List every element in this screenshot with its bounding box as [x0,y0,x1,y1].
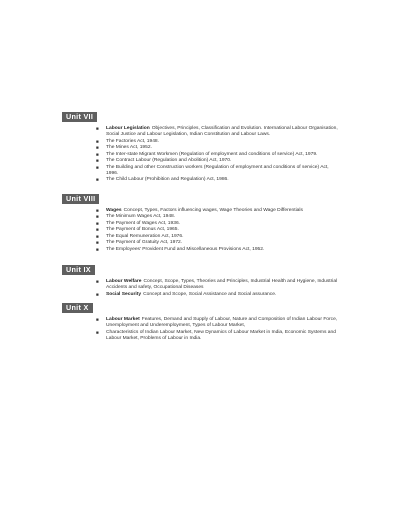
bullet-icon: ■ [96,233,99,239]
unit-badge: Unit VIII [62,194,99,204]
bullet-icon: ■ [96,240,99,246]
unit-x-section [62,297,342,342]
unit-ix-list [62,279,342,298]
unit-vii-section [62,106,342,184]
item-text: Concept and Scope, Social Assistance and Social assurance. [143,291,277,297]
item-text: The Payment of Bonus Act, 1965. [106,227,179,233]
bullet-icon: ■ [96,317,99,322]
item-text: Concept, Types, Factors influencing wages, Wage Theories and Wage Differentials [123,208,303,213]
bullet-icon: ■ [96,164,99,170]
item-text: Concept, Scope, Types, Theories and Principles, Industrial Health and Hygiene, Industrial Accidents and safety, Occupational Diseases [106,279,338,291]
unit-viii-list [62,208,342,253]
bullet-icon: ■ [96,145,99,151]
list-item [96,158,342,164]
unit-viii-section [62,188,342,253]
bullet-icon: ■ [96,291,99,297]
item-heading: Labour Market [106,317,140,322]
item-text: The Minimum Wages Act, 1948. [106,214,176,220]
bullet-icon: ■ [96,151,99,157]
list-item [96,151,342,158]
bullet-icon: ■ [96,208,99,213]
item-text: The Inter-state Migrant Workmen (Regulation of employment and conditions of service) Act, 1979. [106,151,318,157]
unit-vii-list [62,126,342,183]
item-heading: Labour Welfare [106,279,142,284]
item-text: The Building and other Construction workers (Regulation of employment and conditions of service) Act, 1996. [106,164,329,176]
item-text: The Factories Act, 1948. [106,138,160,144]
item-text: The Contract Labour (Regulation and Abolition) Act, 1970. [106,158,232,164]
list-item [96,246,342,253]
bullet-icon: ■ [96,214,99,220]
item-text: The Payment of Gratuity Act, 1972. [106,240,183,246]
bullet-icon: ■ [96,138,99,144]
item-text: Characteristics of Indian Labour Market, New Dynamics of Labour Market in India, Economic Systems and Labour Market, Problems of Labour in India. [106,329,336,341]
item-text: Features, Demand and Supply of Labour, Nature and Composition of Indian Labour Force, Unemployment and Underemployment, Types of Labour Market, [106,317,338,329]
item-heading: Wages [106,208,122,213]
bullet-icon: ■ [96,329,99,335]
bullet-icon: ■ [96,279,99,284]
list-item [96,138,342,145]
list-item [96,214,342,220]
unit-badge: Unit VII [62,112,97,122]
bullet-icon: ■ [96,227,99,233]
list-item [96,126,342,138]
item-heading: Social Security [106,291,142,297]
unit-badge: Unit IX [62,265,95,275]
bullet-icon: ■ [96,177,99,183]
item-text: The Mines Act, 1952. [106,145,152,151]
unit-x-list [62,317,342,342]
item-text: The Employees' Provident Fund and Miscellaneous Provisions Act, 1952. [106,246,265,252]
item-heading: Labour Legislation [106,126,150,131]
bullet-icon: ■ [96,220,99,226]
item-text: Objectives, Principles, Classification and Evolution. International Labour Organisation, Social Justice and Labour Legislation, Indian Constitution and Labour Laws. [106,126,338,138]
bullet-icon: ■ [96,246,99,252]
list-item [96,227,342,233]
list-item [96,329,342,342]
unit-ix-section [62,259,342,298]
list-item [96,145,342,151]
list-item [96,240,342,246]
unit-badge: Unit X [62,303,93,313]
item-text: The Payment of Wages Act, 1936. [106,220,181,226]
list-item [96,177,342,183]
bullet-icon: ■ [96,126,99,131]
list-item [96,279,342,291]
list-item [96,317,342,329]
item-text: The Equal Remuneration Act, 1976. [106,233,184,239]
item-text: The Child Labour (Prohibition and Regulation) Act, 1986. [106,177,229,183]
bullet-icon: ■ [96,158,99,164]
list-item [96,164,342,177]
